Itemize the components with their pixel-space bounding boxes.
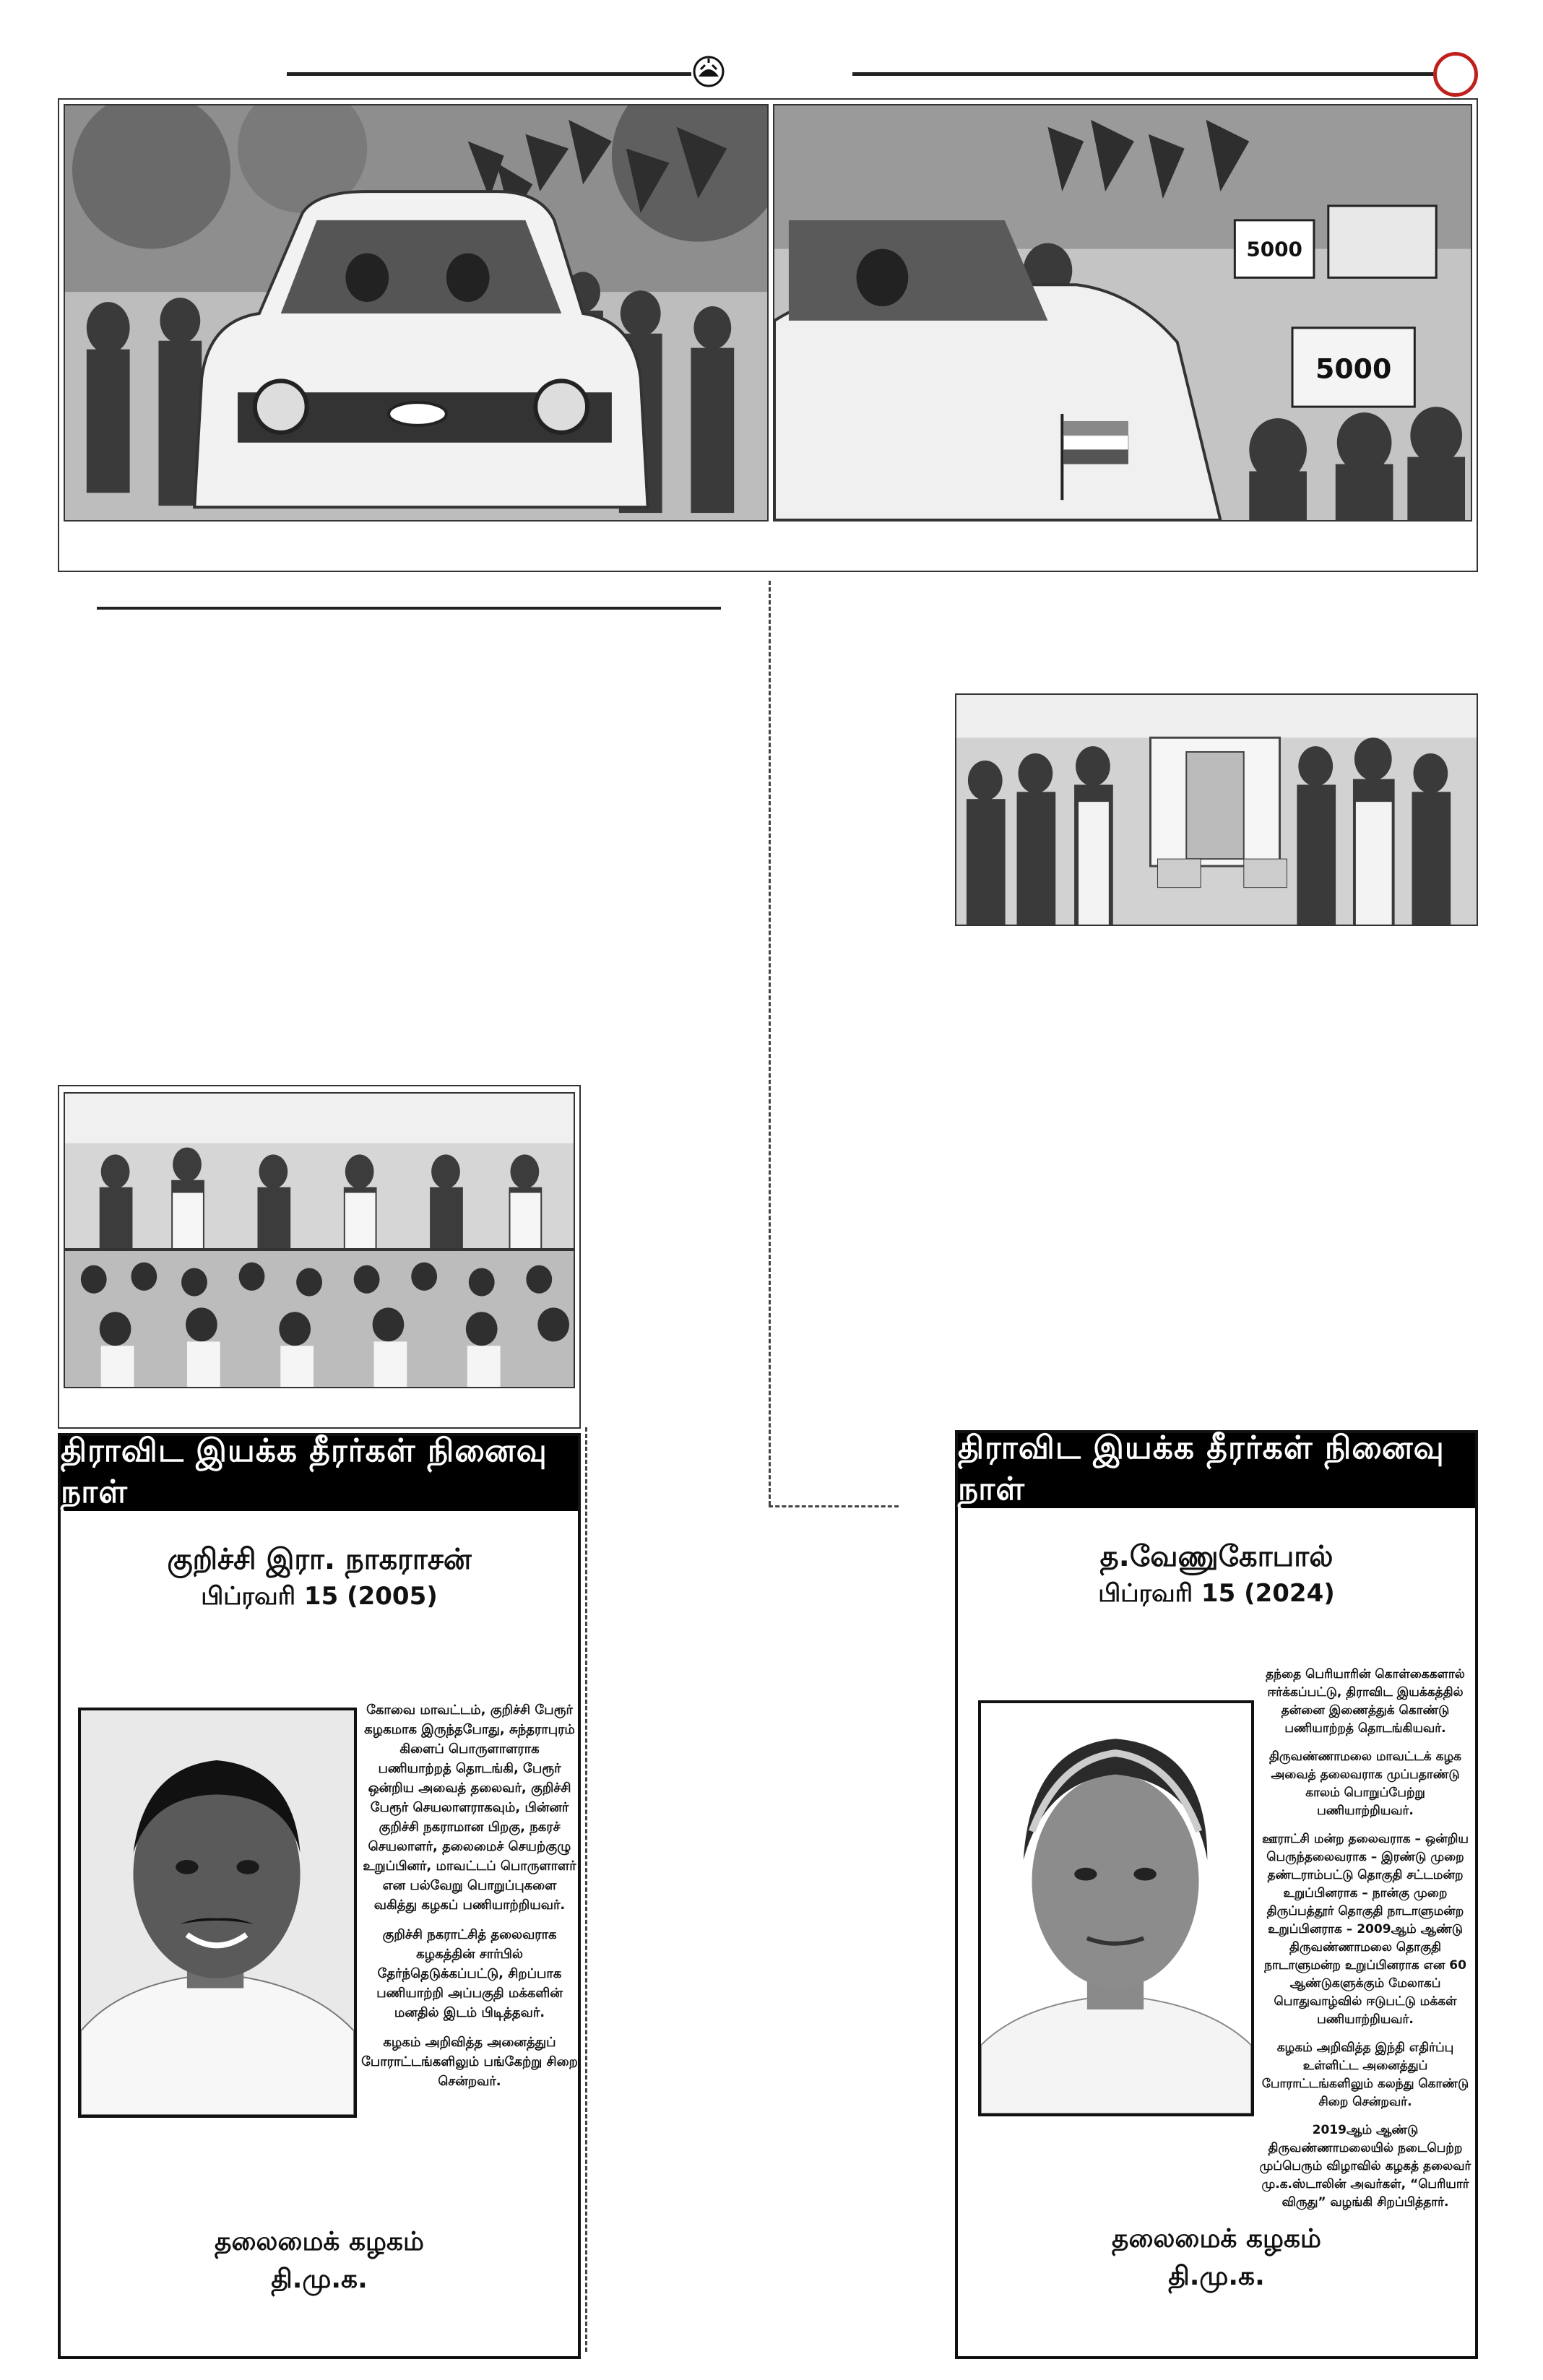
header-rule-left <box>287 72 691 76</box>
signature-line-2: தி.மு.க. <box>271 2264 368 2294</box>
memorial-heading: திராவிட இயக்க தீரர்கள் நினைவு நாள் <box>61 1436 578 1511</box>
signature-line-1: தலைமைக் கழகம் <box>1112 2224 1321 2254</box>
header-rule-right <box>852 72 1438 76</box>
memorial-bio <box>361 1700 578 2101</box>
bio-paragraph: 2019ஆம் ஆண்டு திருவண்ணாமலையில் நடைபெற்ற முப்பெரும் விழாவில் கழகத் தலைவர் மு.க.ஸ்டாலின் அவர்கள், “பெரியார் விருது” வழங்கி சிறப்பித்தார். <box>1259 2123 1471 2210</box>
column-divider-dashed <box>769 581 771 1505</box>
memorial-person-name: த.வேணுகோபால் <box>1099 1540 1334 1573</box>
photo-inauguration-event <box>955 693 1478 926</box>
left-column-rule <box>97 607 721 610</box>
memorial-date: பிப்ரவரி 15 (2024) <box>1098 1579 1335 1608</box>
bio-paragraph: திருவண்ணாமலை மாவட்டக் கழக அவைத் தலைவராக முப்பதாண்டு காலம் பொறுப்பேற்று பணியாற்றியவர். <box>1268 1749 1461 1818</box>
memorial-date: பிப்ரவரி 15 (2005) <box>201 1582 438 1611</box>
left-column-divider-dashed <box>585 1427 587 2352</box>
photo-crowd-placards <box>773 104 1472 522</box>
column-divider-dashed-bottom <box>769 1505 899 1507</box>
bio-paragraph: கழகம் அறிவித்த இந்தி எதிர்ப்பு உள்ளிட்ட அனைத்துப் போராட்டங்களிலும் கலந்து கொண்டு சிறை சென்றவர். <box>1261 2041 1469 2109</box>
bio-paragraph: ஊராட்சி மன்ற தலைவராக – ஒன்றிய பெருந்தலைவராக – இரண்டு முறை தண்டராம்பட்டு தொகுதி சட்டமன்ற உறுப்பினராக – நான்கு முறை திருப்பத்தூர் தொகுதி நாடாளுமன்ற உறுப்பினராக – 2009ஆம் ஆண்டு திருவண்ணாமலை தொகுதி நாடாளுமன்ற உறுப்பினராக என 60 ஆண்டுகளுக்கும் மேலாகப் பொதுவாழ்வில் ஈடுபட்டு மக்கள் பணியாற்றியவர். <box>1262 1832 1469 2027</box>
memorial-bio <box>1257 1666 1474 2222</box>
bio-paragraph: குறிச்சி நகராட்சித் தலைவராக கழகத்தின் சார்பில் தேர்ந்தெடுக்கப்பட்டு, சிறப்பாக பணியாற்றி அப்பகுதி மக்களின் மனதில் இடம் பிடித்தவர். <box>376 1927 563 2020</box>
placard-number-left: 5000 <box>1246 237 1302 261</box>
memorial-heading: திராவிட இயக்க தீரர்கள் நினைவு நாள் <box>958 1433 1475 1508</box>
sun-rising-emblem-icon <box>692 55 725 88</box>
bio-paragraph: தந்தை பெரியாரின் கொள்கைகளால் ஈர்க்கப்பட்டு, திராவிட இயக்கத்தில் தன்னை இணைத்துக் கொண்டு பணியாற்றத் தொடங்கியவர். <box>1266 1667 1465 1736</box>
photo-meeting-audience <box>64 1250 575 1388</box>
memorial-notice-nagarasan <box>58 1433 581 2359</box>
bio-paragraph: கோவை மாவட்டம், குறிச்சி பேரூர் கழகமாக இருந்தபோது, சுந்தராபுரம் கிளைப் பொருளாளராக பணியாற்றத் தொடங்கி, பேரூர் ஒன்றிய அவைத் தலைவர், குறிச்சி பேரூர் செயலாளராகவும், பின்னர் குறிச்சி நகராமான பிறகு, நகரச் செயலாளர், தலைமைச் செயற்குழு உறுப்பினர், மாவட்டப் பொருளாளர் என பல்வேறு பொறுப்புகளை வகித்து கழகப் பணியாற்றியவர். <box>363 1702 576 1913</box>
portrait-venugopal <box>978 1700 1254 2116</box>
memorial-signature <box>958 2220 1475 2295</box>
portrait-nagarasan <box>78 1708 357 2118</box>
signature-line-2: தி.மு.க. <box>1168 2262 1265 2291</box>
memorial-signature <box>61 2223 578 2298</box>
placard-number-right: 5000 <box>1315 352 1392 385</box>
memorial-person-name: குறிச்சி இரா. நாகராசன் <box>167 1543 472 1576</box>
signature-line-1: தலைமைக் கழகம் <box>215 2227 424 2256</box>
photo-convoy-car <box>64 104 769 522</box>
bio-paragraph: கழகம் அறிவித்த அனைத்துப் போராட்டங்களிலும் பங்கேற்று சிறை சென்றவர். <box>361 2035 578 2089</box>
page-number-circle <box>1433 52 1478 97</box>
photo-meeting-stage <box>64 1092 575 1250</box>
memorial-notice-venugopal <box>955 1430 1478 2359</box>
